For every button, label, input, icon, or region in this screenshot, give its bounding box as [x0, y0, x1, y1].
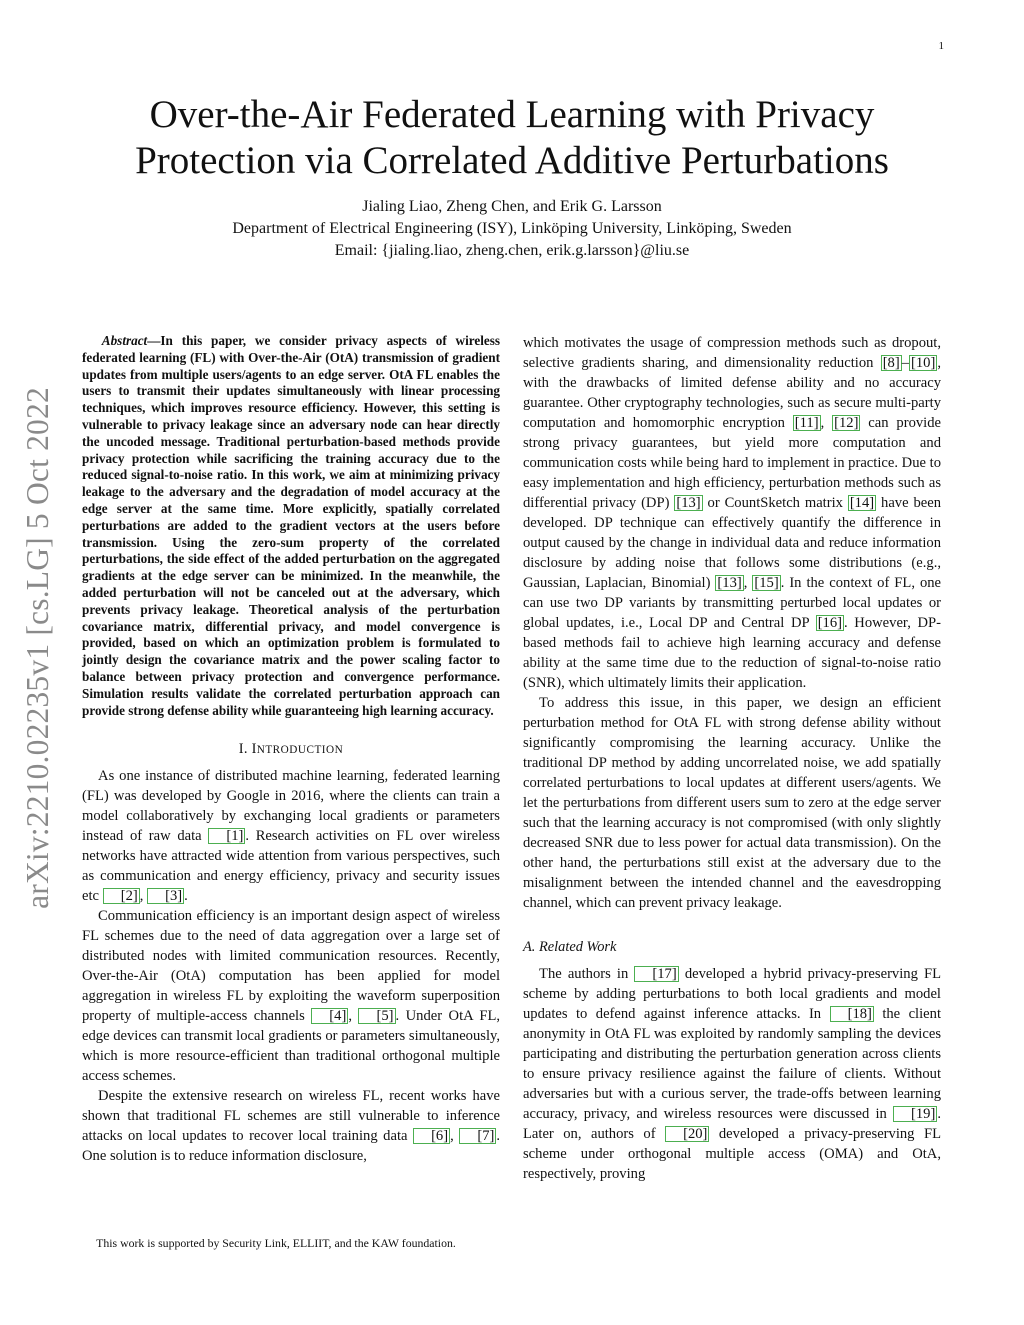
citation-13-second[interactable]: [13] [717, 575, 742, 591]
related-text-e: developed a privacy-preserving FL scheme under orthogonal multiple access (OMA) and OtA, respectively, proving [523, 1126, 941, 1182]
citation-13[interactable]: [13] [676, 495, 701, 511]
intro-p2-text-c: . Under OtA FL, edge devices can transmit local gradients or parameters simultaneously, which is more resource-efficient than traditional orthogonal multiple access schemes. [82, 1008, 501, 1085]
author-list: Jialing Liao, Zheng Chen, and Erik G. Larsson [362, 198, 662, 215]
abstract [82, 333, 500, 719]
right-p1-text-h: , [743, 575, 753, 591]
citation-7[interactable]: [7] [459, 1128, 496, 1144]
citation-18[interactable]: [18] [830, 1006, 874, 1022]
intro-p3-text-c: . One solution is to reduce information disclosure, [82, 1128, 501, 1165]
intro-p2-text-b: , [348, 1008, 359, 1025]
right-paragraph-2: To address this issue, in this paper, we design an efficient perturbation method for OtA FL with strong defense ability without significantly compromising the learning accuracy. Unlike the traditional DP method by adding uncorrelated noise, we add spatially correlated perturbations to local updates at different users/agents. We let the perturbations from different users sum to zero at the edge server such that the learning accuracy is not compromised (with only slightly decreased SNR due to less power for actual data transmission). On the other hand, the perturbations still exist at the adversary due to the misalignment between the intended channel and the eavesdropping channel, which can prevent privacy leakage. [523, 695, 941, 911]
title-line-1: Over-the-Air Federated Learning with Privacy [149, 93, 875, 136]
citation-11[interactable]: [11] [794, 415, 819, 431]
right-p1-text-d: , [820, 415, 833, 431]
intro-paragraph-3 [82, 1086, 500, 1166]
related-text-a: The authors in [539, 966, 635, 982]
citation-1[interactable]: [1] [208, 828, 245, 844]
subsection-heading-related-work: A. Related Work [523, 939, 617, 955]
right-p1-text-c: , with the drawbacks of limited defense ability and no accuracy guarantee. Other cryptography technologies, such as secure multi-party computation and homomorphic encryption [523, 355, 941, 431]
right-column [523, 333, 941, 1184]
citation-10[interactable]: [10] [911, 355, 936, 371]
section-heading-initial: I [251, 741, 257, 758]
page-number: 1 [938, 40, 944, 52]
intro-p1-text-c: , [139, 888, 148, 905]
arxiv-identifier-stamp [8, 366, 68, 930]
intro-p1-text-a: As one instance of distributed machine learning, federated learning (FL) was developed by Google in 2016, where the clients can train a model collaboratively by exchanging local gradients or parameters instead of raw data [82, 768, 500, 845]
intro-p3-text-a: Despite the extensive research on wireless FL, recent works have shown that traditional FL schemes are still vulnerable to inference attacks on local updates to recover local training data [82, 1088, 500, 1145]
intro-paragraph-1 [82, 766, 500, 906]
intro-p2-text-a: Communication efficiency is an important design aspect of wireless FL schemes due to the need of data aggregation over a large set of distributed nodes with limited communication resources. Recently, Over-the-Air (OtA) computation has been applied for model aggregation in wireless FL by exploiting the waveform superposition property of multiple-access channels [82, 908, 500, 1025]
section-heading-rest: NTRODUCTION [256, 744, 344, 757]
paper-header [80, 92, 944, 262]
right-p1-text-b: – [901, 355, 910, 371]
right-p1-text-a: which motivates the usage of compression methods such as dropout, selective gradients sharing, and dimensionality reduction [523, 335, 941, 371]
citation-8[interactable]: [8] [882, 355, 900, 371]
citation-3[interactable]: [3] [147, 888, 184, 904]
abstract-label: Abstract [101, 333, 148, 348]
intro-p1-text-b: . Research activities on FL over wireless networks have attracted wide attention from various perspectives, such as communication and energy efficiency, privacy and security issues etc [82, 828, 500, 905]
right-p1-text-i: . In the context of FL, one can use two DP variants by transmitting perturbed local updates or global updates, i.e., Local DP and Central DP [523, 575, 942, 631]
related-text-b: developed a hybrid privacy-preserving FL scheme by adding perturbations to both local gradients and model updates to defend against inference attacks. In [523, 966, 941, 1022]
intro-paragraph-2 [82, 906, 500, 1086]
paper-title [80, 92, 944, 184]
citation-17[interactable]: [17] [634, 966, 678, 982]
citation-15[interactable]: [15] [754, 575, 779, 591]
section-numeral: I. [238, 741, 252, 758]
intro-p3-text-b: , [450, 1128, 460, 1145]
citation-4[interactable]: [4] [311, 1008, 348, 1024]
citation-12[interactable]: [12] [834, 415, 859, 431]
intro-p1-text-d: . [184, 888, 188, 905]
citation-20[interactable]: [20] [665, 1126, 709, 1142]
citation-19[interactable]: [19] [893, 1106, 937, 1122]
funding-footnote: This work is supported by Security Link, ELLIIT, and the KAW foundation. [96, 1236, 456, 1250]
right-p1-text-e: can provide strong privacy guarantees, but yield more computation and communication costs while being hard to implement in practice. Due to easy implementation and high efficiency, perturbation methods such as differential privacy (DP) [523, 415, 942, 511]
right-p1-text-j: . However, DP-based methods fail to achieve high learning accuracy and defense ability at the same time due to the reduction of signal-to-noise ratio (SNR), which ultimately limits their application. [523, 615, 941, 691]
citation-16[interactable]: [16] [817, 615, 843, 631]
related-text-c: the client anonymity in OtA FL was exploited by randomly sampling the devices participating and distributing the perturbation generation across clients to ensure privacy resilience against the failure of clients. Without adversaries but with a curious server, the trade-offs between learning accuracy, privacy, and wireless resources were discussed in [523, 1006, 941, 1122]
right-paragraph-1 [523, 333, 941, 693]
right-p1-text-g: have been developed. DP technique can effectively quantify the difference in output caused by the change in individual data and reduce information disclosure by adding noise that follows some distributions (e.g., Gaussian, Laplacian, Binomial) [523, 495, 941, 591]
abstract-text: —In this paper, we consider privacy aspects of wireless federated learning (FL) with Over-the-Air (OtA) transmission of gradient updates from multiple users/agents to an edge server. OtA FL enables the users to transmit their updates simultaneously with linear processing techniques, which improves resource efficiency. However, this setting is vulnerable to privacy leakage since an adversary node can hear directly the uncoded message. Traditional perturbation-based methods provide privacy protection while sacrificing the training accuracy due to the reduced signal-to-noise ratio. In this work, we aim at minimizing privacy leakage to the adversary and the degradation of model accuracy at the edge server at the same time. More explicitly, spatially correlated perturbations are added to the gradient vectors at the users before transmission. Using the zero-sum property of the correlated perturbations, the side effect of the added perturbation on the aggregated gradients at the edge server can be minimized. In the meanwhile, the added perturbation will not be canceled out at the adversary, which prevents privacy leakage. Theoretical analysis of the perturbation covariance matrix, differential privacy, and model convergence is provided, based on which an optimization problem is formulated to jointly design the covariance matrix and the power scaling factor to balance between privacy protection and convergence performance. Simulation results validate the correlated perturbation approach can provide strong defense ability while guaranteeing high learning accuracy. [82, 333, 500, 718]
citation-14[interactable]: [14] [849, 495, 875, 511]
citation-5[interactable]: [5] [358, 1008, 395, 1024]
related-text-d: . Later on, authors of [523, 1106, 941, 1142]
section-heading-introduction [82, 741, 500, 758]
arxiv-identifier-text: arXiv:2210.02235v1 [cs.LG] 5 Oct 2022 [20, 387, 56, 909]
right-p1-text-f: or CountSketch matrix [702, 495, 848, 511]
citation-6[interactable]: [6] [413, 1128, 450, 1144]
title-line-2: Protection via Correlated Additive Perturbations [135, 139, 889, 182]
citation-2[interactable]: [2] [103, 888, 140, 904]
left-column [82, 333, 500, 1166]
related-work-paragraph [523, 964, 941, 1184]
affiliation: Department of Electrical Engineering (ISY), Linköping University, Linköping, Sweden [232, 220, 792, 237]
contact-email: Email: {jialing.liao, zheng.chen, erik.g.larsson}@liu.se [334, 242, 690, 259]
